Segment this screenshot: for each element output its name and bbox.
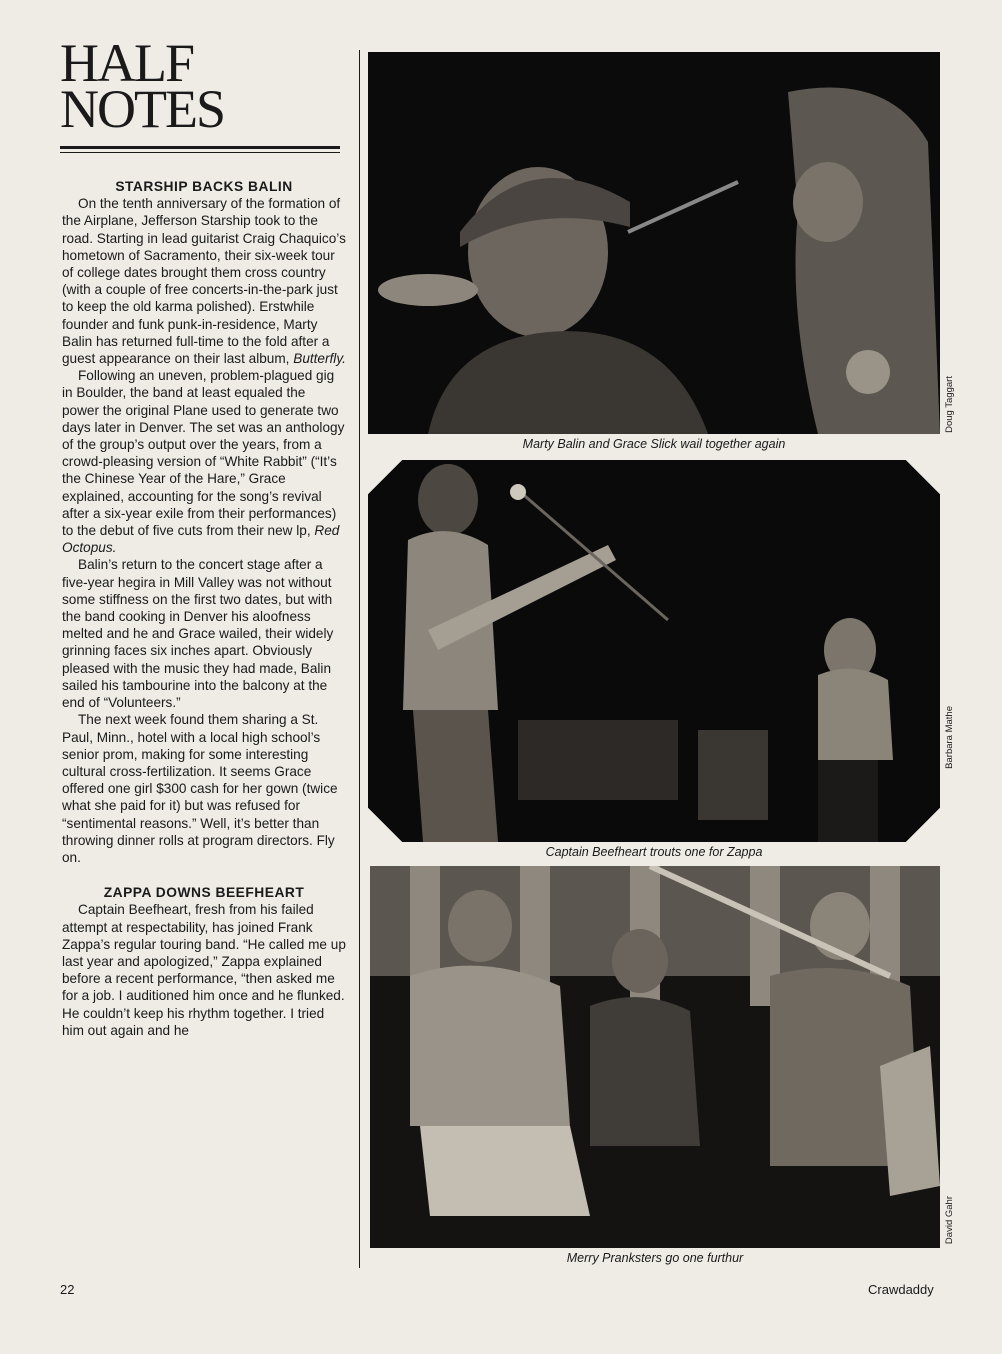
photo-credit: Doug Taggart bbox=[944, 376, 955, 433]
article2-heading: ZAPPA DOWNS BEEFHEART bbox=[103, 885, 305, 901]
magazine-name: Crawdaddy bbox=[868, 1282, 934, 1297]
article1-paragraph: Balin’s return to the concert stage after a five-year hegira in Mill Valley was not without some stiffness on the first two dates, but with the band cooking in Denver his aloofness melted and he and Grace wailed, their widely grinning faces six inches apart. Obviously pleased with the music they had made, Balin sailed his tambourine into the balcony at the end of “Volunteers.” bbox=[62, 557, 334, 711]
page-number: 22 bbox=[60, 1282, 75, 1297]
article1-paragraph bbox=[62, 367, 346, 556]
section-title bbox=[60, 33, 360, 139]
article1-paragraph bbox=[62, 195, 346, 367]
photo-credit: David Gahr bbox=[944, 1196, 955, 1245]
photo-credit: Barbara Mathe bbox=[944, 706, 955, 769]
column-divider bbox=[359, 50, 360, 1268]
article1-p1-text: On the tenth anniversary of the formation of the Airplane, Jefferson Starship took to the road. Starting in lead guitarist Craig Chaquico’s hometown of Sacramento, their six-week tour of college dates brought them cross country (with a couple of free concerts-in-the-park just to keep the old karma polished). Erstwhile founder and funk punk-in-residence, Marty Balin has returned full-time to the fold after a guest appearance on their last album, bbox=[62, 196, 346, 367]
article1-paragraph: The next week found them sharing a St. Paul, Minn., hotel with a local high school’s senior prom, making for some interesting cultural cross-fertilization. It seems Grace offered one girl $300 cash for her gown (twice what she paid for it) but was refused for “sentimental reasons.” Well, it’s better than throwing dinner rolls at program directors. Fly on. bbox=[62, 712, 338, 865]
photo-caption: Captain Beefheart trouts one for Zappa bbox=[545, 845, 763, 859]
album-title-butterfly: Butterfly. bbox=[293, 351, 346, 367]
photo-caption: Merry Pranksters go one furthur bbox=[566, 1251, 744, 1265]
album-title-red-octopus: Red Octopus. bbox=[62, 523, 340, 556]
title-rule-thick bbox=[60, 146, 340, 149]
section-title-line2: NOTES bbox=[60, 79, 224, 139]
photo-beefheart-zappa bbox=[368, 460, 940, 842]
photo-merry-pranksters bbox=[370, 866, 940, 1248]
article2-paragraph: Captain Beefheart, fresh from his failed attempt at respectability, has joined Frank Zappa’s regular touring band. “He called me up last year and apologized,” Zappa explained before a recent performance, “then asked me for a job. I auditioned him once and he flunked. He couldn’t keep his rhythm together. I tried him out again and he bbox=[62, 902, 346, 1038]
title-rule-thin bbox=[60, 152, 340, 153]
photo-balin-slick bbox=[368, 52, 940, 434]
section-title-line1: HALF bbox=[60, 33, 194, 93]
article-column bbox=[62, 178, 346, 1039]
article1-p2-text: Following an uneven, problem-plagued gig in Boulder, the band at least equaled the power the original Plane used to generate two days later in Denver. The set was an anthology of the group’s output over the years, from a crowd-pleasing version of “White Rabbit” (“It’s the Chinese Year of the Hare,” Grace explained, accounting for the song’s revival after a six-year exile from their performances) to the debut of five cuts from their new lp, bbox=[62, 368, 345, 539]
photo-caption: Marty Balin and Grace Slick wail together again bbox=[522, 437, 786, 451]
article1-heading: STARSHIP BACKS BALIN bbox=[115, 179, 293, 194]
